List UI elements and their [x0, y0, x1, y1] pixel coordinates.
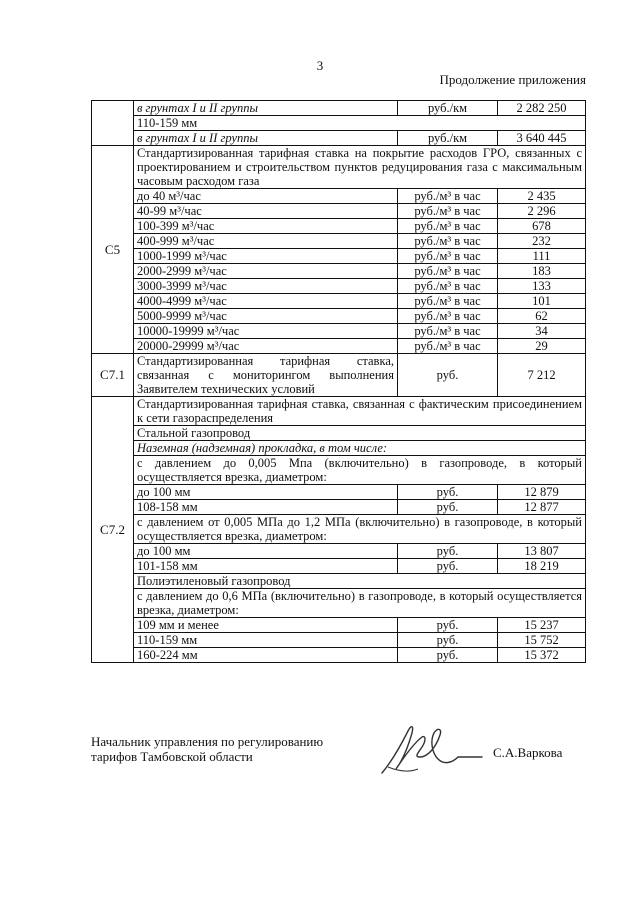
signature-image [378, 717, 488, 779]
row-label: 110-159 мм [134, 116, 586, 131]
row-label: в грунтах I и II группы [134, 131, 398, 146]
row-value: 12 877 [498, 500, 586, 515]
code-c71: С7.1 [92, 354, 134, 397]
row-unit: руб. [398, 485, 498, 500]
row-value: 232 [498, 234, 586, 249]
row-unit: руб./км [398, 131, 498, 146]
row-label: до 100 мм [134, 544, 398, 559]
table-row [92, 559, 586, 574]
table-row [92, 397, 586, 426]
table-row [92, 618, 586, 633]
table-row [92, 249, 586, 264]
row-value: 7 212 [498, 354, 586, 397]
table-row [92, 131, 586, 146]
table-row [92, 294, 586, 309]
section-heading: Стальной газопровод [134, 426, 586, 441]
row-value: 101 [498, 294, 586, 309]
pressure-condition: с давлением до 0,005 Мпа (включительно) в газопроводе, в который осуществляется врезка, диаметром: [134, 456, 586, 485]
row-label: 4000-4999 м³/час [134, 294, 398, 309]
table-row [92, 515, 586, 544]
table-row [92, 339, 586, 354]
row-unit: руб./м³ в час [398, 249, 498, 264]
table-row [92, 116, 586, 131]
table-row [92, 485, 586, 500]
table-row [92, 309, 586, 324]
row-value: 678 [498, 219, 586, 234]
row-value: 3 640 445 [498, 131, 586, 146]
row-unit: руб./м³ в час [398, 204, 498, 219]
row-unit: руб. [398, 618, 498, 633]
code-c5: С5 [92, 146, 134, 354]
row-unit: руб./м³ в час [398, 294, 498, 309]
row-unit: руб. [398, 354, 498, 397]
table-row [92, 633, 586, 648]
row-value: 13 807 [498, 544, 586, 559]
table-row [92, 456, 586, 485]
table-row [92, 324, 586, 339]
code-c72: С7.2 [92, 397, 134, 663]
table-row [92, 500, 586, 515]
row-value: 183 [498, 264, 586, 279]
table-row [92, 648, 586, 663]
table-row [92, 279, 586, 294]
row-label: 109 мм и менее [134, 618, 398, 633]
table-row [92, 354, 586, 397]
row-label: 5000-9999 м³/час [134, 309, 398, 324]
table-row [92, 574, 586, 589]
row-unit: руб. [398, 559, 498, 574]
table-row [92, 234, 586, 249]
table-row [92, 146, 586, 189]
row-unit: руб./м³ в час [398, 279, 498, 294]
row-unit: руб./м³ в час [398, 234, 498, 249]
signer-position [91, 734, 323, 764]
row-label: 3000-3999 м³/час [134, 279, 398, 294]
row-unit: руб. [398, 500, 498, 515]
row-unit: руб./м³ в час [398, 324, 498, 339]
row-value: 2 435 [498, 189, 586, 204]
pressure-condition: с давлением от 0,005 МПа до 1,2 МПа (включительно) в газопроводе, в который осуществляется врезка, диаметром: [134, 515, 586, 544]
table-row [92, 219, 586, 234]
row-label: 40-99 м³/час [134, 204, 398, 219]
row-label: до 100 мм [134, 485, 398, 500]
row-label: 2000-2999 м³/час [134, 264, 398, 279]
row-unit: руб. [398, 648, 498, 663]
row-value: 2 282 250 [498, 101, 586, 116]
row-label: 10000-19999 м³/час [134, 324, 398, 339]
row-value: 29 [498, 339, 586, 354]
row-unit: руб./км [398, 101, 498, 116]
tariff-table [91, 100, 586, 663]
pressure-condition: с давлением до 0,6 МПа (включительно) в газопроводе, в который осуществляется врезка, диаметром: [134, 589, 586, 618]
table-row [92, 101, 586, 116]
row-unit: руб./м³ в час [398, 219, 498, 234]
row-label: 400-999 м³/час [134, 234, 398, 249]
row-unit: руб./м³ в час [398, 264, 498, 279]
row-value: 15 372 [498, 648, 586, 663]
row-label: до 40 м³/час [134, 189, 398, 204]
table-row [92, 204, 586, 219]
row-value: 15 752 [498, 633, 586, 648]
row-value: 111 [498, 249, 586, 264]
row-unit: руб./м³ в час [398, 309, 498, 324]
row-label: 1000-1999 м³/час [134, 249, 398, 264]
row-value: 18 219 [498, 559, 586, 574]
row-value: 12 879 [498, 485, 586, 500]
signer-name: С.А.Варкова [493, 745, 563, 760]
page-number: 3 [316, 58, 324, 73]
row-unit: руб. [398, 544, 498, 559]
row-label: в грунтах I и II группы [134, 101, 398, 116]
row-unit: руб./м³ в час [398, 189, 498, 204]
code-cell-empty [92, 101, 134, 146]
row-unit: руб./м³ в час [398, 339, 498, 354]
section-subheading: Наземная (надземная) прокладка, в том числе: [134, 441, 586, 456]
c72-description: Стандартизированная тарифная ставка, связанная с фактическим присоединением к сети газораспределения [134, 397, 586, 426]
row-label: 20000-29999 м³/час [134, 339, 398, 354]
table-row [92, 426, 586, 441]
table-row [92, 544, 586, 559]
signer-position-line: тарифов Тамбовской области [91, 749, 253, 764]
table-row [92, 189, 586, 204]
c71-description: Стандартизированная тарифная ставка, связанная с мониторингом выполнения Заявителем технических условий [134, 354, 398, 397]
signer-position-line: Начальник управления по регулированию [91, 734, 324, 749]
row-label: 160-224 мм [134, 648, 398, 663]
row-value: 34 [498, 324, 586, 339]
table-row [92, 264, 586, 279]
section-heading: Полиэтиленовый газопровод [134, 574, 586, 589]
continuation-note: Продолжение приложения [439, 72, 586, 87]
row-value: 133 [498, 279, 586, 294]
table-row [92, 589, 586, 618]
row-value: 2 296 [498, 204, 586, 219]
table-row [92, 441, 586, 456]
row-unit: руб. [398, 633, 498, 648]
row-label: 100-399 м³/час [134, 219, 398, 234]
row-label: 108-158 мм [134, 500, 398, 515]
row-value: 62 [498, 309, 586, 324]
c5-description: Стандартизированная тарифная ставка на покрытие расходов ГРО, связанных с проектированием и строительством пунктов редуцирования газа с максимальным часовым расходом газа [134, 146, 586, 189]
row-value: 15 237 [498, 618, 586, 633]
row-label: 110-159 мм [134, 633, 398, 648]
row-label: 101-158 мм [134, 559, 398, 574]
